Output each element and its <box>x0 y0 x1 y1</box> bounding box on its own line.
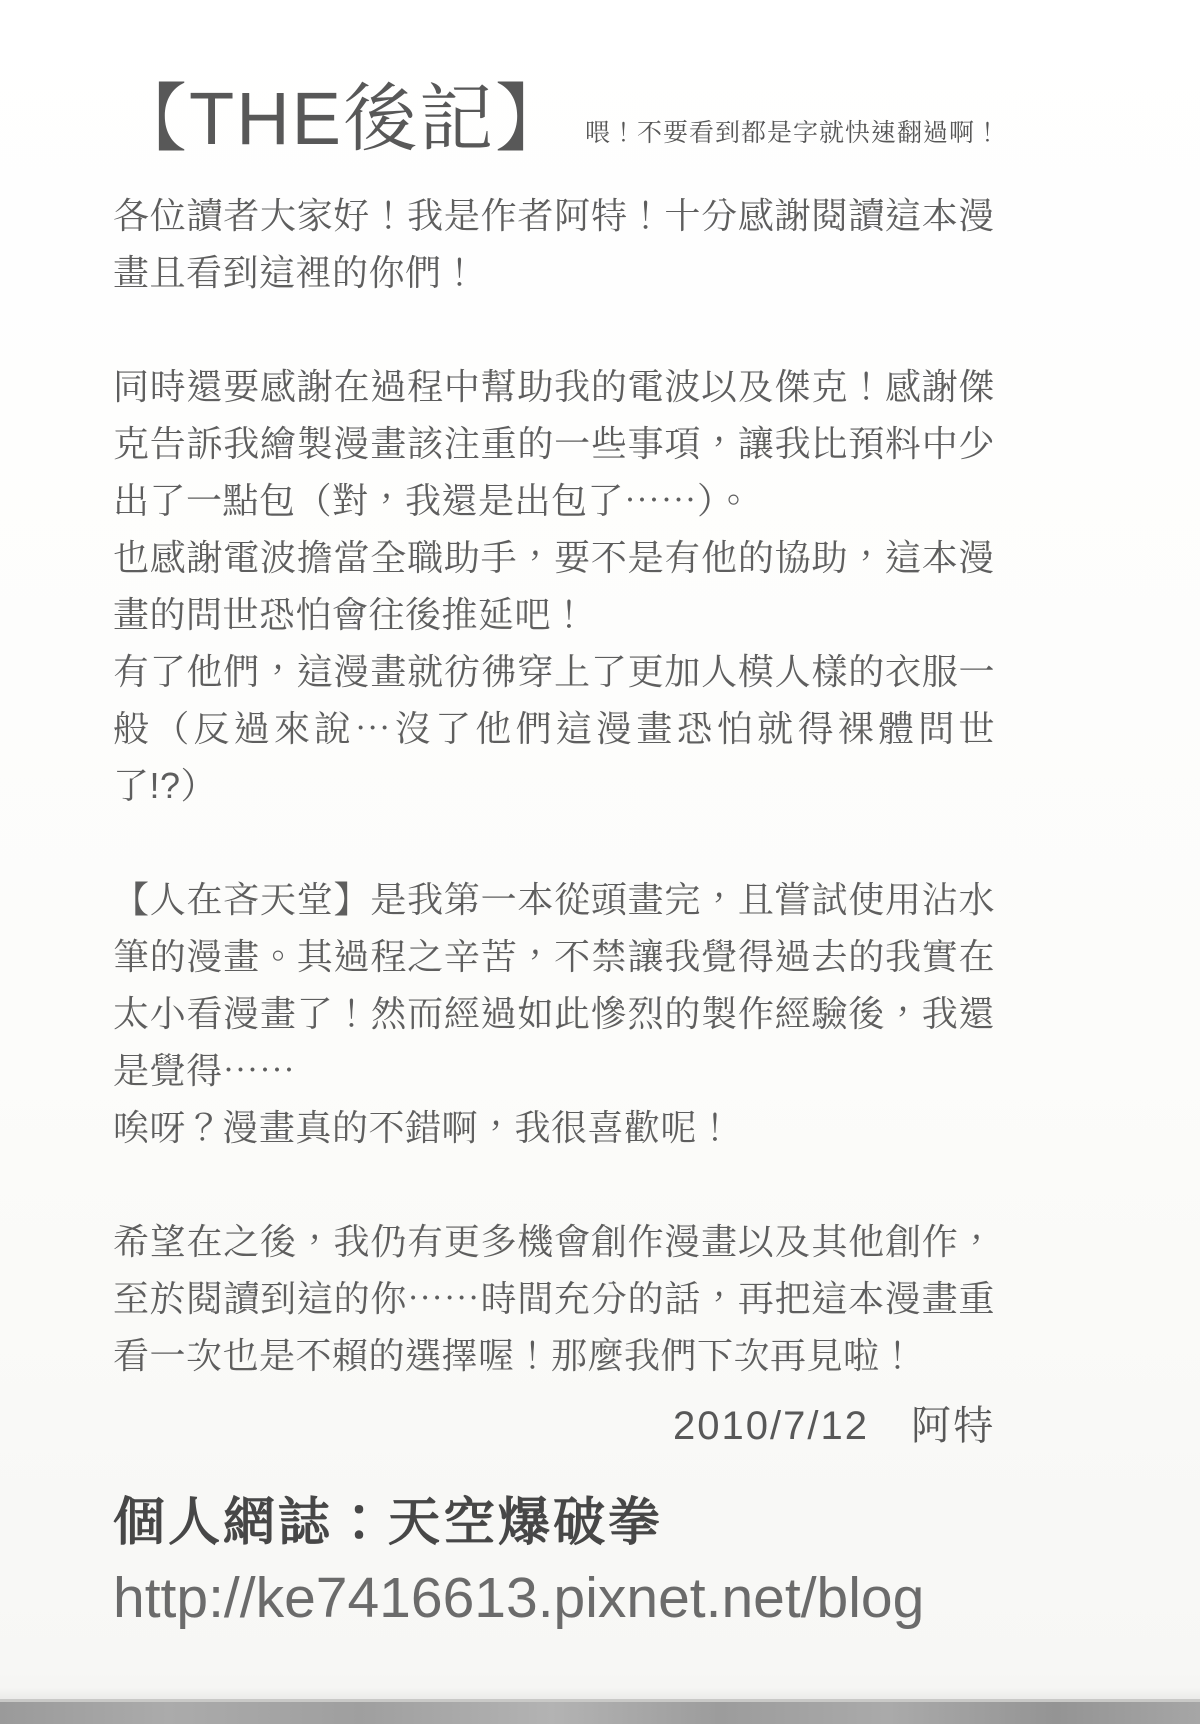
date-signature: 2010/7/12 阿特 <box>673 1404 995 1449</box>
paragraph-block <box>113 358 995 814</box>
text-line: 也感謝電波擔當全職助手，要不是有他的協助，這本漫畫的問世恐怕會往後推延吧！ <box>113 537 995 636</box>
title-side-note: 喂！不要看到都是字就快速翻過啊！ <box>585 119 1002 148</box>
text-line: 【人在吝天堂】是我第一本從頭畫完，且嘗試使用沾水筆的漫畫。其過程之辛苦，不禁讓我覺得過去的我實在太小看漫畫了！然而經過如此慘烈的製作經驗後，我還是覺得⋯⋯ <box>113 879 995 1092</box>
paragraph-block <box>113 1213 995 1384</box>
text-line: 各位讀者大家好！我是作者阿特！十分感謝閱讀這本漫畫且看到這裡的你們！ <box>113 195 995 294</box>
title-row <box>113 77 1002 160</box>
text-line: 唉呀？漫畫真的不錯啊，我很喜歡呢！ <box>113 1107 734 1149</box>
text-line: 希望在之後，我仍有更多機會創作漫畫以及其他創作，至於閱讀到這的你⋯⋯時間充分的話，再把這本漫畫重看一次也是不賴的選擇喔！那麼我們下次再見啦！ <box>113 1221 995 1377</box>
text-line: 同時還要感謝在過程中幫助我的電波以及傑克！感謝傑克告訴我繪製漫畫該注重的一些事項，讓我比預料中少出了一點包（對，我還是出包了⋯⋯）。 <box>113 366 995 522</box>
page-title: 【THE後記】 <box>113 77 571 160</box>
paragraph-block <box>113 187 995 301</box>
blog-url-text: http://ke7416613.pixnet.net/blog <box>113 1565 925 1630</box>
paragraph-block <box>113 871 995 1156</box>
afterword-body <box>113 187 995 1384</box>
blog-label: 個人網誌：天空爆破拳 <box>113 1495 664 1553</box>
text-line: 有了他們，這漫畫就彷彿穿上了更加人模人樣的衣服一般（反過來說⋯沒了他們這漫畫恐怕就得裸體問世了!?） <box>113 651 995 807</box>
page-content <box>113 0 1002 1632</box>
scan-bottom-edge-artifact <box>0 1699 1200 1724</box>
